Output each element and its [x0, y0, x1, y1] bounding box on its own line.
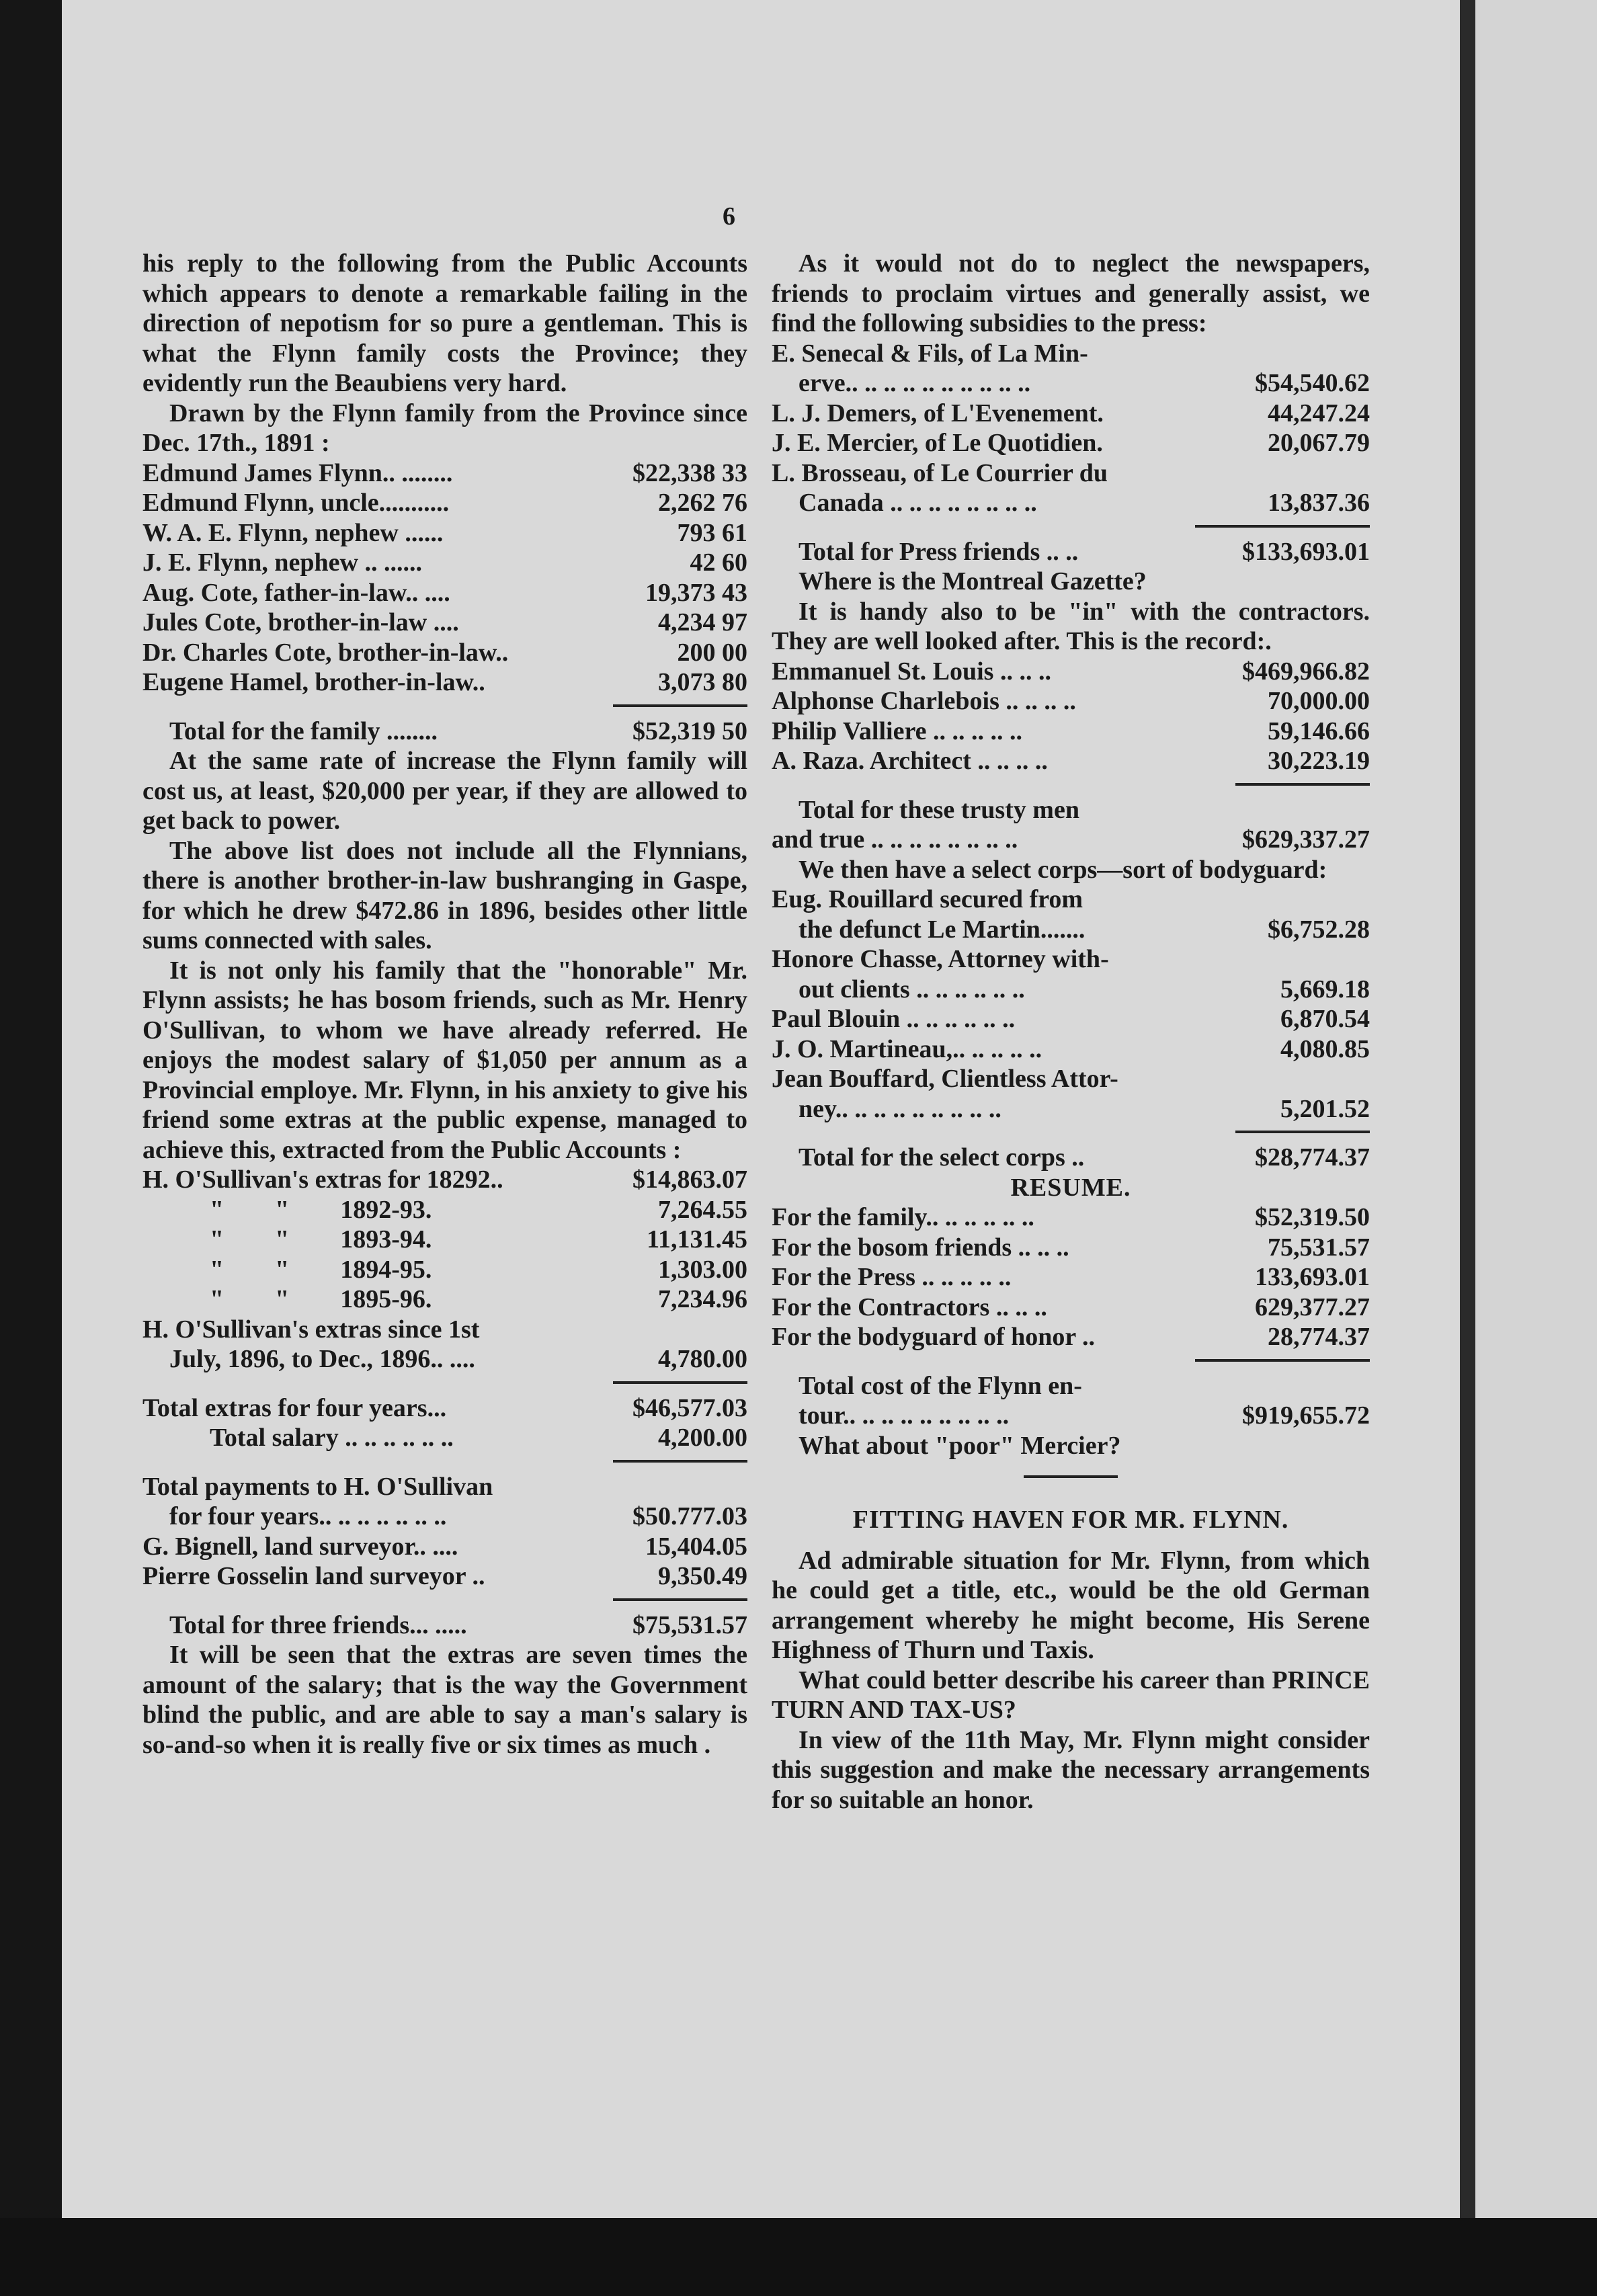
career-paragraph: What could better describe his career than PRINCE TURN AND TAX-US?	[772, 1666, 1370, 1724]
divider	[1024, 1475, 1118, 1478]
divider	[613, 1381, 747, 1384]
resume-list	[772, 1202, 1370, 1352]
list-item: Eugene Hamel, brother-in-law.. 3,073 80	[142, 668, 747, 696]
page-number: 6	[723, 202, 735, 231]
rate-paragraph: At the same rate of increase the Flynn family will cost us, at least, $20,000 per year, if they are allowed to get back to power.	[142, 747, 747, 835]
senecal-line: E. Senecal & Fils, of La Min-	[772, 339, 1088, 368]
list-item: J. E. Flynn, nephew .. ...... 42 60	[142, 548, 747, 577]
divider	[1195, 525, 1370, 528]
trusty-amount: and true .. .. .. .. .. .. .. .. $629,337.27	[772, 825, 1370, 854]
list-paragraph: The above list does not include all the Flynnians, there is another brother-in-law bushranging in Gaspe, for which he drew $472.86 in 1896, besides other little sums connected with sales.	[142, 836, 747, 954]
martineau-line: J. O. Martineau,.. .. .. .. .. 4,080.85	[772, 1034, 1370, 1063]
drawn-paragraph: Drawn by the Flynn family from the Province since Dec. 17th., 1891 :	[142, 399, 747, 457]
list-item: For the bosom friends .. .. .. 75,531.57	[772, 1233, 1370, 1262]
list-item: " " 1892-93. 7,264.55	[210, 1195, 747, 1224]
cost-amount: tour.. .. .. .. .. .. .. .. .. $919,655.72	[798, 1401, 1370, 1430]
list-item: Philip Valliere .. .. .. .. .. 59,146.66	[772, 716, 1370, 745]
list-item: Emmanuel St. Louis .. .. .. $469,966.82	[772, 657, 1370, 686]
seven-times-paragraph: It will be seen that the extras are seven times the amount of the salary; that is the way the Government blind the public, and are able to say a man's salary is so-and-so when it is really five or six times as much .	[142, 1641, 747, 1759]
list-item: Dr. Charles Cote, brother-in-law.. 200 00	[142, 638, 747, 667]
list-item: Jules Cote, brother-in-law .... 4,234 97	[142, 608, 747, 637]
corps-total: Total for the select corps .. $28,774.37	[798, 1143, 1370, 1172]
list-item: Edmund James Flynn.. ........ $22,338 33	[142, 458, 747, 487]
bouffard-line: Jean Bouffard, Clientless Attor-	[772, 1065, 1118, 1093]
right-column	[772, 249, 1370, 1815]
payments-line: Total payments to H. O'Sullivan	[142, 1472, 493, 1501]
haven-paragraph: Ad admirable situation for Mr. Flynn, from which he could get a title, etc., would be the old German arrangement whereby he might become, His Serene Highness of Thurn und Taxis.	[772, 1546, 1370, 1664]
haven-heading: FITTING HAVEN FOR MR. FLYNN.	[852, 1506, 1289, 1534]
bignell-line: G. Bignell, land surveyor.. .... 15,404.05	[142, 1532, 747, 1561]
divider	[1235, 1131, 1370, 1133]
chasse-amount: out clients .. .. .. .. .. .. 5,669.18	[798, 975, 1370, 1003]
friends-paragraph: It is not only his family that the "honorable" Mr. Flynn assists; he has bosom friends, such as Mr. Henry O'Sullivan, to whom we have already referred. He enjoys the modest salary of $1,050 per annum as a Provincial employe. Mr. Flynn, in his anxiety to give his friend some extras at the public expense, managed to achieve this, extracted from the Public Accounts :	[142, 956, 747, 1164]
contractors-paragraph: It is handy also to be "in" with the contractors. They are well looked after. This is the record:.	[772, 597, 1370, 655]
gosselin-line: Pierre Gosselin land surveyor .. 9,350.49	[142, 1562, 747, 1590]
brosseau-amount: Canada .. .. .. .. .. .. .. .. 13,837.36	[798, 489, 1370, 517]
total-extras: Total extras for four years... $46,577.03	[142, 1393, 747, 1422]
list-item: Aug. Cote, father-in-law.. .... 19,373 43	[142, 578, 747, 607]
divider	[613, 1460, 747, 1463]
extras-list	[142, 1165, 747, 1315]
list-item: A. Raza. Architect .. .. .. .. 30,223.19	[772, 747, 1370, 775]
extras-since-line: H. O'Sullivan's extras since 1st	[142, 1315, 480, 1344]
divider	[1195, 1359, 1370, 1362]
divider	[1235, 783, 1370, 786]
three-friends-total: Total for three friends... ..... $75,531.57	[169, 1610, 747, 1639]
mercier-line: J. E. Mercier, of Le Quotidien. 20,067.79	[772, 429, 1370, 457]
newspapers-paragraph: As it would not do to neglect the newspapers, friends to proclaim virtues and generally assist, we find the following subsidies to the press:	[772, 249, 1370, 337]
rouillard-amount: the defunct Le Martin....... $6,752.28	[798, 915, 1370, 944]
bouffard-amount: ney.. .. .. .. .. .. .. .. .. 5,201.52	[798, 1094, 1370, 1123]
list-item: Edmund Flynn, uncle........... 2,262 76	[142, 489, 747, 517]
corps-paragraph: We then have a select corps—sort of bodyguard:	[798, 855, 1327, 884]
brosseau-line: L. Brosseau, of Le Courrier du	[772, 458, 1108, 487]
rouillard-line: Eug. Rouillard secured from	[772, 885, 1083, 913]
contractors-list	[772, 657, 1370, 776]
list-item: For the Press .. .. .. .. .. 133,693.01	[772, 1263, 1370, 1291]
scan-border	[0, 2218, 1597, 2296]
list-item: " " 1894-95. 1,303.00	[210, 1255, 747, 1284]
spacer	[772, 1535, 1370, 1546]
extras-since-amount: July, 1896, to Dec., 1896.. .... 4,780.00	[169, 1345, 747, 1373]
list-item: " " 1895-96. 7,234.96	[210, 1285, 747, 1313]
list-item: For the family.. .. .. .. .. .. $52,319.50	[772, 1203, 1370, 1231]
press-total: Total for Press friends .. .. $133,693.01	[798, 537, 1370, 566]
payments-amount: for four years.. .. .. .. .. .. .. $50.777.03	[169, 1502, 747, 1530]
family-total: Total for the family ........ $52,319 50	[169, 716, 747, 745]
intro-paragraph: his reply to the following from the Public Accounts which appears to denote a remarkable failing in the direction of nepotism for so pure a gentleman. This is what the Flynn family costs the Province; they evidently run the Beaubiens very hard.	[142, 249, 747, 397]
senecal-amount: erve.. .. .. .. .. .. .. .. .. .. $54,540.62	[798, 369, 1370, 397]
blouin-line: Paul Blouin .. .. .. .. .. .. 6,870.54	[772, 1005, 1370, 1033]
list-item: For the bodyguard of honor .. 28,774.37	[772, 1323, 1370, 1351]
list-item: H. O'Sullivan's extras for 18292.. $14,863.07	[142, 1165, 747, 1194]
family-list	[142, 458, 747, 698]
page-gutter	[1460, 0, 1475, 2218]
demers-line: L. J. Demers, of L'Evenement. 44,247.24	[772, 399, 1370, 427]
list-item: " " 1893-94. 11,131.45	[210, 1225, 747, 1254]
list-item: W. A. E. Flynn, nephew ...... 793 61	[142, 518, 747, 547]
may-paragraph: In view of the 11th May, Mr. Flynn might consider this suggestion and make the necessary arrangements for so suitable an honor.	[772, 1725, 1370, 1814]
chasse-line: Honore Chasse, Attorney with-	[772, 945, 1109, 973]
poor-mercier-line: What about "poor" Mercier?	[798, 1431, 1121, 1460]
gazette-line: Where is the Montreal Gazette?	[798, 567, 1147, 596]
divider	[613, 704, 747, 707]
list-item: Alphonse Charlebois .. .. .. .. 70,000.00	[772, 687, 1370, 715]
total-salary: Total salary .. .. .. .. .. .. 4,200.00	[210, 1424, 747, 1452]
divider	[613, 1598, 747, 1601]
left-column	[142, 249, 747, 1760]
list-item: For the Contractors .. .. .. 629,377.27	[772, 1293, 1370, 1321]
adjacent-page-edge	[1475, 0, 1597, 2218]
trusty-line: Total for these trusty men	[798, 795, 1079, 824]
resume-heading: RESUME.	[1010, 1173, 1131, 1202]
cost-line: Total cost of the Flynn en-	[798, 1371, 1082, 1400]
